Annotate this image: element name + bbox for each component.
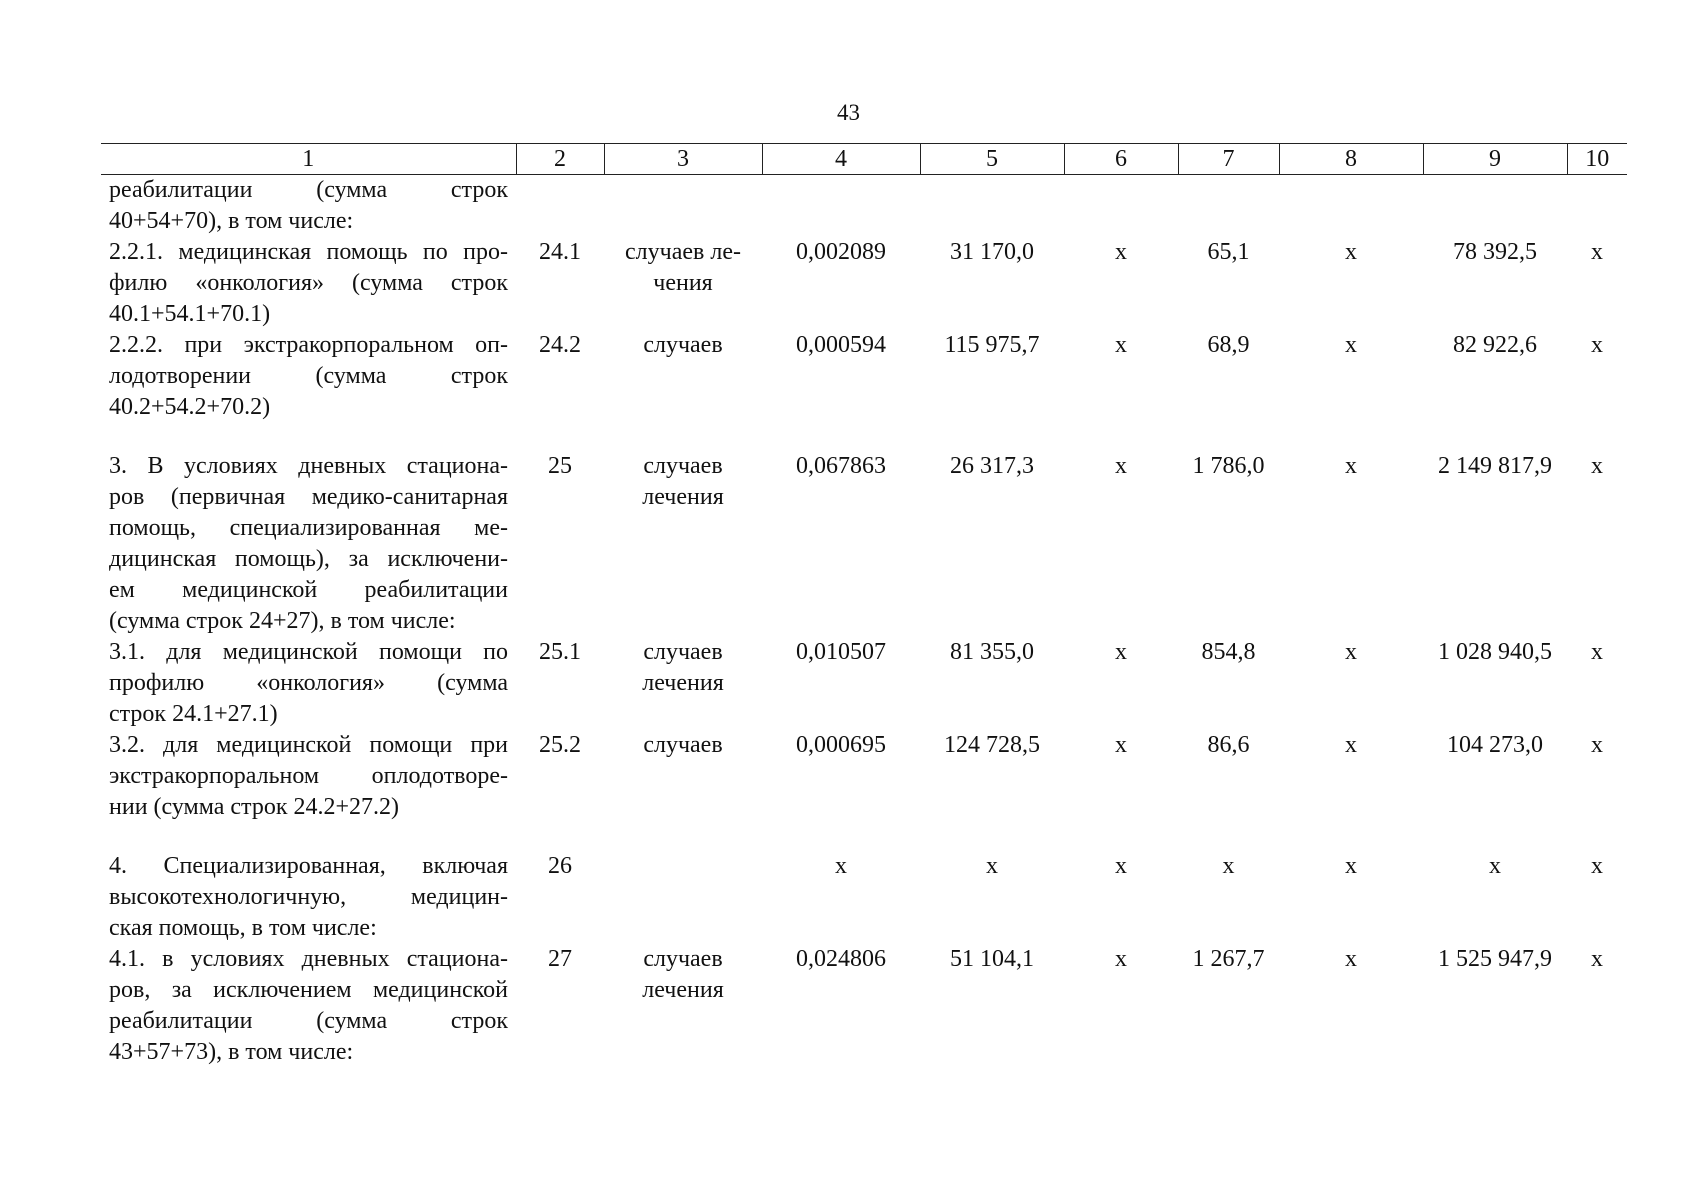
- col7-cell: х: [1222, 853, 1235, 879]
- indicator-name-line: нии (сумма строк 24.2+27.2): [109, 794, 400, 820]
- column-header: 6: [1064, 144, 1178, 175]
- col10-cell: х: [1591, 332, 1603, 358]
- unit-line: случаев: [643, 639, 723, 665]
- data-table: [101, 143, 1627, 1068]
- table-row: [101, 730, 1627, 823]
- col10-cell: [1567, 175, 1627, 238]
- unit-cell: [604, 730, 762, 823]
- row-number-cell: 24.1: [539, 239, 581, 265]
- table-row: [101, 237, 1627, 330]
- col8-cell: х: [1345, 732, 1357, 758]
- col9-cell: 82 922,6: [1453, 332, 1537, 358]
- col8-cell: х: [1345, 946, 1357, 972]
- indicator-name-cell: [101, 637, 516, 730]
- unit-line: лечения: [642, 670, 724, 696]
- table-row: [101, 944, 1627, 1068]
- column-header: 1: [101, 144, 516, 175]
- col8-cell: [1279, 175, 1423, 238]
- indicator-name-line: 2.2.1. медицинская помощь по про-: [109, 239, 508, 265]
- indicator-name-cell: [101, 330, 516, 423]
- indicator-name-cell: [101, 175, 516, 238]
- col7-cell: 1 267,7: [1192, 946, 1265, 972]
- volume-norm-cell: 0,000594: [796, 332, 886, 358]
- cost-norm-cell: 81 355,0: [950, 639, 1034, 665]
- col7-cell: 86,6: [1207, 732, 1250, 758]
- row-number-cell: [516, 175, 604, 238]
- indicator-name-line: строк 24.1+27.1): [109, 701, 278, 727]
- col9-cell: 1 028 940,5: [1438, 639, 1552, 665]
- unit-cell: [604, 330, 762, 423]
- col7-cell: 1 786,0: [1192, 453, 1265, 479]
- col8-cell: х: [1345, 639, 1357, 665]
- col10-cell: х: [1591, 853, 1603, 879]
- col6-cell: х: [1115, 332, 1127, 358]
- unit-cell: [604, 944, 762, 1068]
- row-number-cell: 25.1: [539, 639, 581, 665]
- column-header: 3: [604, 144, 762, 175]
- row-spacer: [101, 823, 1627, 851]
- indicator-name-cell: [101, 451, 516, 637]
- unit-line: лечения: [642, 484, 724, 510]
- column-header: 4: [762, 144, 920, 175]
- volume-norm-cell: х: [835, 853, 847, 879]
- indicator-name-line: дицинская помощь), за исключени-: [109, 546, 508, 572]
- col9-cell: 2 149 817,9: [1438, 453, 1552, 479]
- indicator-name-line: помощь, специализированная ме-: [109, 515, 508, 541]
- row-number-cell: 26: [548, 853, 572, 879]
- cost-norm-cell: 115 975,7: [944, 332, 1040, 358]
- row-number-cell: 27: [548, 946, 572, 972]
- table-row: [101, 175, 1627, 238]
- indicator-name-line: 3.2. для медицинской помощи при: [109, 732, 508, 758]
- volume-norm-cell: 0,000695: [796, 732, 886, 758]
- unit-cell: [604, 637, 762, 730]
- cost-norm-cell: 124 728,5: [944, 732, 1040, 758]
- table-row: [101, 451, 1627, 637]
- col10-cell: х: [1591, 732, 1603, 758]
- col7-cell: 65,1: [1207, 239, 1250, 265]
- cost-norm-cell: 31 170,0: [950, 239, 1034, 265]
- column-header: 8: [1279, 144, 1423, 175]
- unit-cell: [604, 175, 762, 238]
- row-number-cell: 24.2: [539, 332, 581, 358]
- indicator-name-line: (сумма строк 24+27), в том числе:: [109, 608, 456, 634]
- indicator-name-line: 3.1. для медицинской помощи по: [109, 639, 508, 665]
- col9-cell: [1423, 175, 1567, 238]
- volume-norm-cell: 0,010507: [796, 639, 886, 665]
- indicator-name-line: высокотехнологичную, медицин-: [109, 884, 508, 910]
- indicator-name-line: ров, за исключением медицинской: [109, 977, 508, 1003]
- col6-cell: х: [1115, 946, 1127, 972]
- cost-norm-cell: 51 104,1: [950, 946, 1034, 972]
- column-header: 5: [920, 144, 1064, 175]
- spacer-cell: [101, 823, 1627, 851]
- col6-cell: [1064, 175, 1178, 238]
- volume-norm-cell: 0,002089: [796, 239, 886, 265]
- cost-norm-cell: 26 317,3: [950, 453, 1034, 479]
- volume-norm-cell: 0,067863: [796, 453, 886, 479]
- indicator-name-line: 2.2.2. при экстракорпоральном оп-: [109, 332, 508, 358]
- col10-cell: х: [1591, 946, 1603, 972]
- col10-cell: х: [1591, 239, 1603, 265]
- spacer-cell: [101, 423, 1627, 451]
- col8-cell: х: [1345, 332, 1357, 358]
- unit-cell: [604, 451, 762, 637]
- indicator-name-line: 40.2+54.2+70.2): [109, 394, 271, 420]
- indicator-name-line: реабилитации (сумма строк: [109, 177, 508, 203]
- column-header: 2: [516, 144, 604, 175]
- unit-cell: [604, 851, 762, 944]
- column-header: 10: [1567, 144, 1627, 175]
- indicator-name-line: профилю «онкология» (сумма: [109, 670, 508, 696]
- indicator-name-line: ем медицинской реабилитации: [109, 577, 508, 603]
- col7-cell: [1178, 175, 1279, 238]
- indicator-name-line: лодотворении (сумма строк: [109, 363, 508, 389]
- column-header: 9: [1423, 144, 1567, 175]
- col6-cell: х: [1115, 239, 1127, 265]
- unit-line: чения: [653, 270, 713, 296]
- indicator-name-line: филю «онкология» (сумма строк: [109, 270, 508, 296]
- unit-line: лечения: [642, 977, 724, 1003]
- col9-cell: 104 273,0: [1447, 732, 1543, 758]
- indicator-name-line: 4.1. в условиях дневных стациона-: [109, 946, 508, 972]
- col8-cell: х: [1345, 239, 1357, 265]
- col10-cell: х: [1591, 453, 1603, 479]
- cost-norm-cell: х: [986, 853, 998, 879]
- page-number: 43: [837, 100, 860, 125]
- column-header: 7: [1178, 144, 1279, 175]
- unit-line: случаев: [643, 732, 723, 758]
- col6-cell: х: [1115, 639, 1127, 665]
- unit-line: случаев: [643, 453, 723, 479]
- col7-cell: 68,9: [1207, 332, 1250, 358]
- col6-cell: х: [1115, 853, 1127, 879]
- col6-cell: х: [1115, 453, 1127, 479]
- col7-cell: 854,8: [1201, 639, 1256, 665]
- indicator-name-line: 40.1+54.1+70.1): [109, 301, 271, 327]
- column-number-header-row: [101, 144, 1627, 175]
- indicator-name-line: реабилитации (сумма строк: [109, 1008, 508, 1034]
- table-row: [101, 851, 1627, 944]
- row-number-cell: 25.2: [539, 732, 581, 758]
- col6-cell: х: [1115, 732, 1127, 758]
- col9-cell: х: [1489, 853, 1501, 879]
- indicator-name-line: 40+54+70), в том числе:: [109, 208, 354, 234]
- indicator-name-line: ров (первичная медико-санитарная: [109, 484, 508, 510]
- table-row: [101, 637, 1627, 730]
- col8-cell: х: [1345, 453, 1357, 479]
- unit-line: случаев: [643, 332, 723, 358]
- col8-cell: х: [1345, 853, 1357, 879]
- indicator-name-line: 43+57+73), в том числе:: [109, 1039, 354, 1065]
- volume-norm-cell: 0,024806: [796, 946, 886, 972]
- indicator-name-line: 4. Специализированная, включая: [109, 853, 508, 879]
- unit-line: случаев ле-: [625, 239, 741, 265]
- row-number-cell: 25: [548, 453, 572, 479]
- indicator-name-cell: [101, 944, 516, 1068]
- unit-line: случаев: [643, 946, 723, 972]
- indicator-name-line: экстракорпоральном оплодотворе-: [109, 763, 508, 789]
- table-row: [101, 330, 1627, 423]
- cost-norm-cell: [920, 175, 1064, 238]
- row-spacer: [101, 423, 1627, 451]
- volume-norm-cell: [762, 175, 920, 238]
- indicator-name-cell: [101, 851, 516, 944]
- indicator-name-cell: [101, 237, 516, 330]
- indicator-name-cell: [101, 730, 516, 823]
- col10-cell: х: [1591, 639, 1603, 665]
- col9-cell: 78 392,5: [1453, 239, 1537, 265]
- indicator-name-line: ская помощь, в том числе:: [109, 915, 377, 941]
- unit-cell: [604, 237, 762, 330]
- table-body: [101, 175, 1627, 1069]
- col9-cell: 1 525 947,9: [1438, 946, 1552, 972]
- indicator-name-line: 3. В условиях дневных стациона-: [109, 453, 508, 479]
